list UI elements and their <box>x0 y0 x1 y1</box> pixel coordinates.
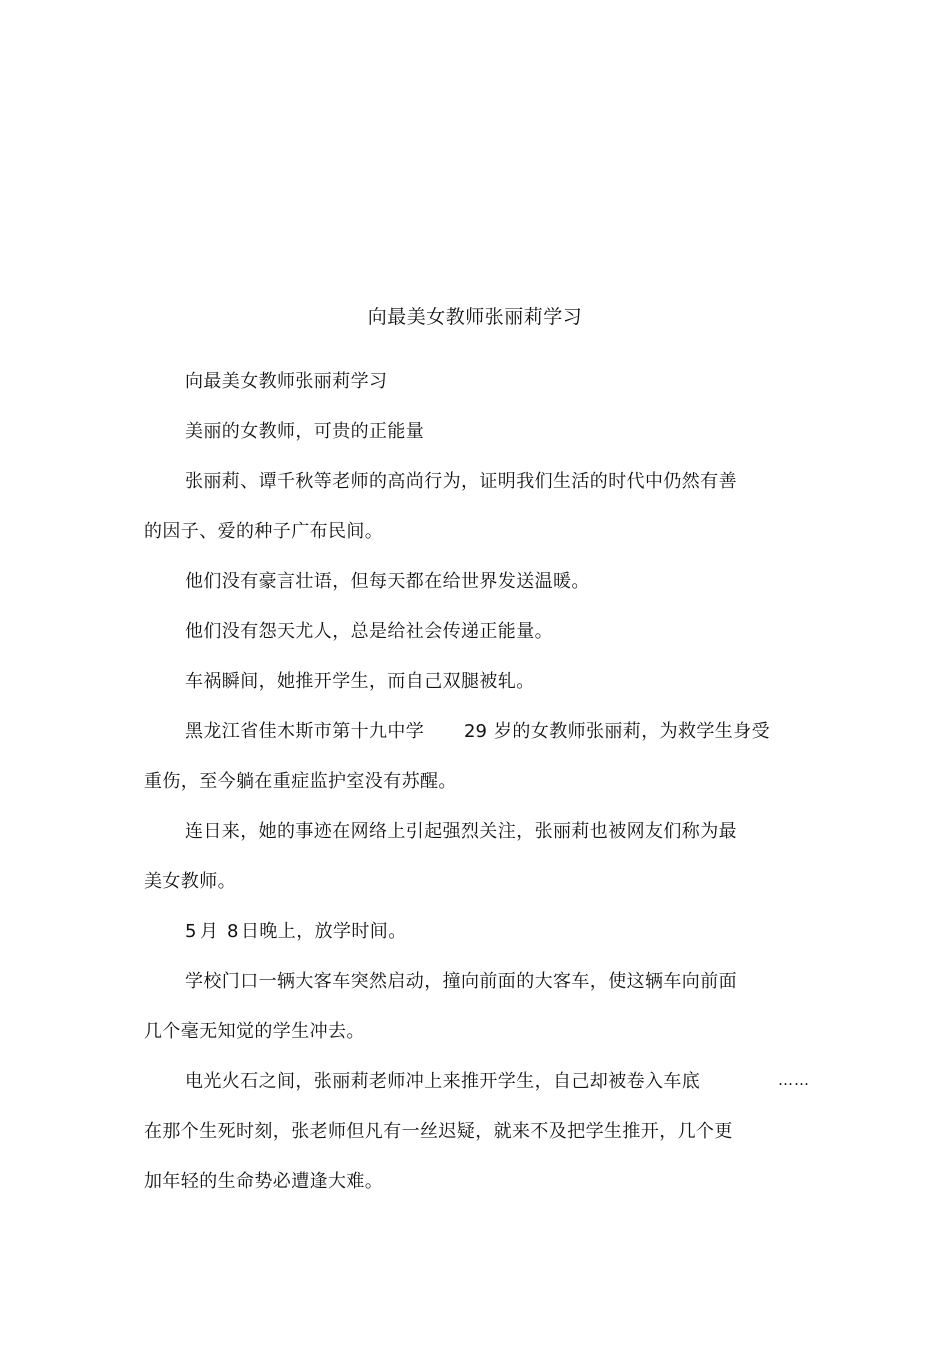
paragraph-subtitle: 美丽的女教师，可贵的正能量 <box>185 421 425 442</box>
paragraph-line: 月 <box>200 921 219 942</box>
paragraph-line: 张丽莉、谭千秋等老师的高尚行为，证明我们生活的时代中仍然有善 <box>185 471 737 492</box>
paragraph-line: 学校门口一辆大客车突然启动，撞向前面的大客车，使这辆车向前面 <box>185 971 737 992</box>
paragraph-number: 29 <box>464 721 487 742</box>
paragraph-line: 电光火石之间，张丽莉老师冲上来推开学生，自己却被卷入车底 <box>185 1071 701 1092</box>
document-title: 向最美女教师张丽莉学习 <box>367 306 583 328</box>
paragraph-line: 在那个生死时刻，张老师但凡有一丝迟疑，就来不及把学生推开，几个更 <box>144 1121 733 1142</box>
paragraph-line: 他们没有豪言壮语，但每天都在给世界发送温暖。 <box>185 571 590 592</box>
paragraph-line: 加年轻的生命势必遭逢大难。 <box>144 1171 384 1192</box>
paragraph-line: 连日来，她的事迹在网络上引起强烈关注，张丽莉也被网友们称为最 <box>185 821 737 842</box>
paragraph-line: 日晚上，放学时间。 <box>241 921 407 942</box>
paragraph-line: 车祸瞬间，她推开学生，而自己双腿被轧。 <box>185 671 535 692</box>
paragraph-line: 几个毫无知觉的学生冲去。 <box>144 1021 365 1042</box>
paragraph-number: 5 <box>185 921 197 942</box>
paragraph-line: 黑龙江省佳木斯市第十九中学 <box>185 721 425 742</box>
paragraph-line: 重伤，至今躺在重症监护室没有苏醒。 <box>144 771 457 792</box>
paragraph-line: 的因子、爱的种子广布民间。 <box>144 521 384 542</box>
paragraph-number: 8 <box>227 921 239 942</box>
paragraph-line: 美女教师。 <box>144 871 236 892</box>
paragraph-line: 他们没有怨天尤人，总是给社会传递正能量。 <box>185 621 553 642</box>
paragraph-line: 岁的女教师张丽莉，为救学生身受 <box>494 721 770 742</box>
paragraph-heading-repeat: 向最美女教师张丽莉学习 <box>185 371 388 392</box>
paragraph-ellipsis: …… <box>778 1071 810 1089</box>
